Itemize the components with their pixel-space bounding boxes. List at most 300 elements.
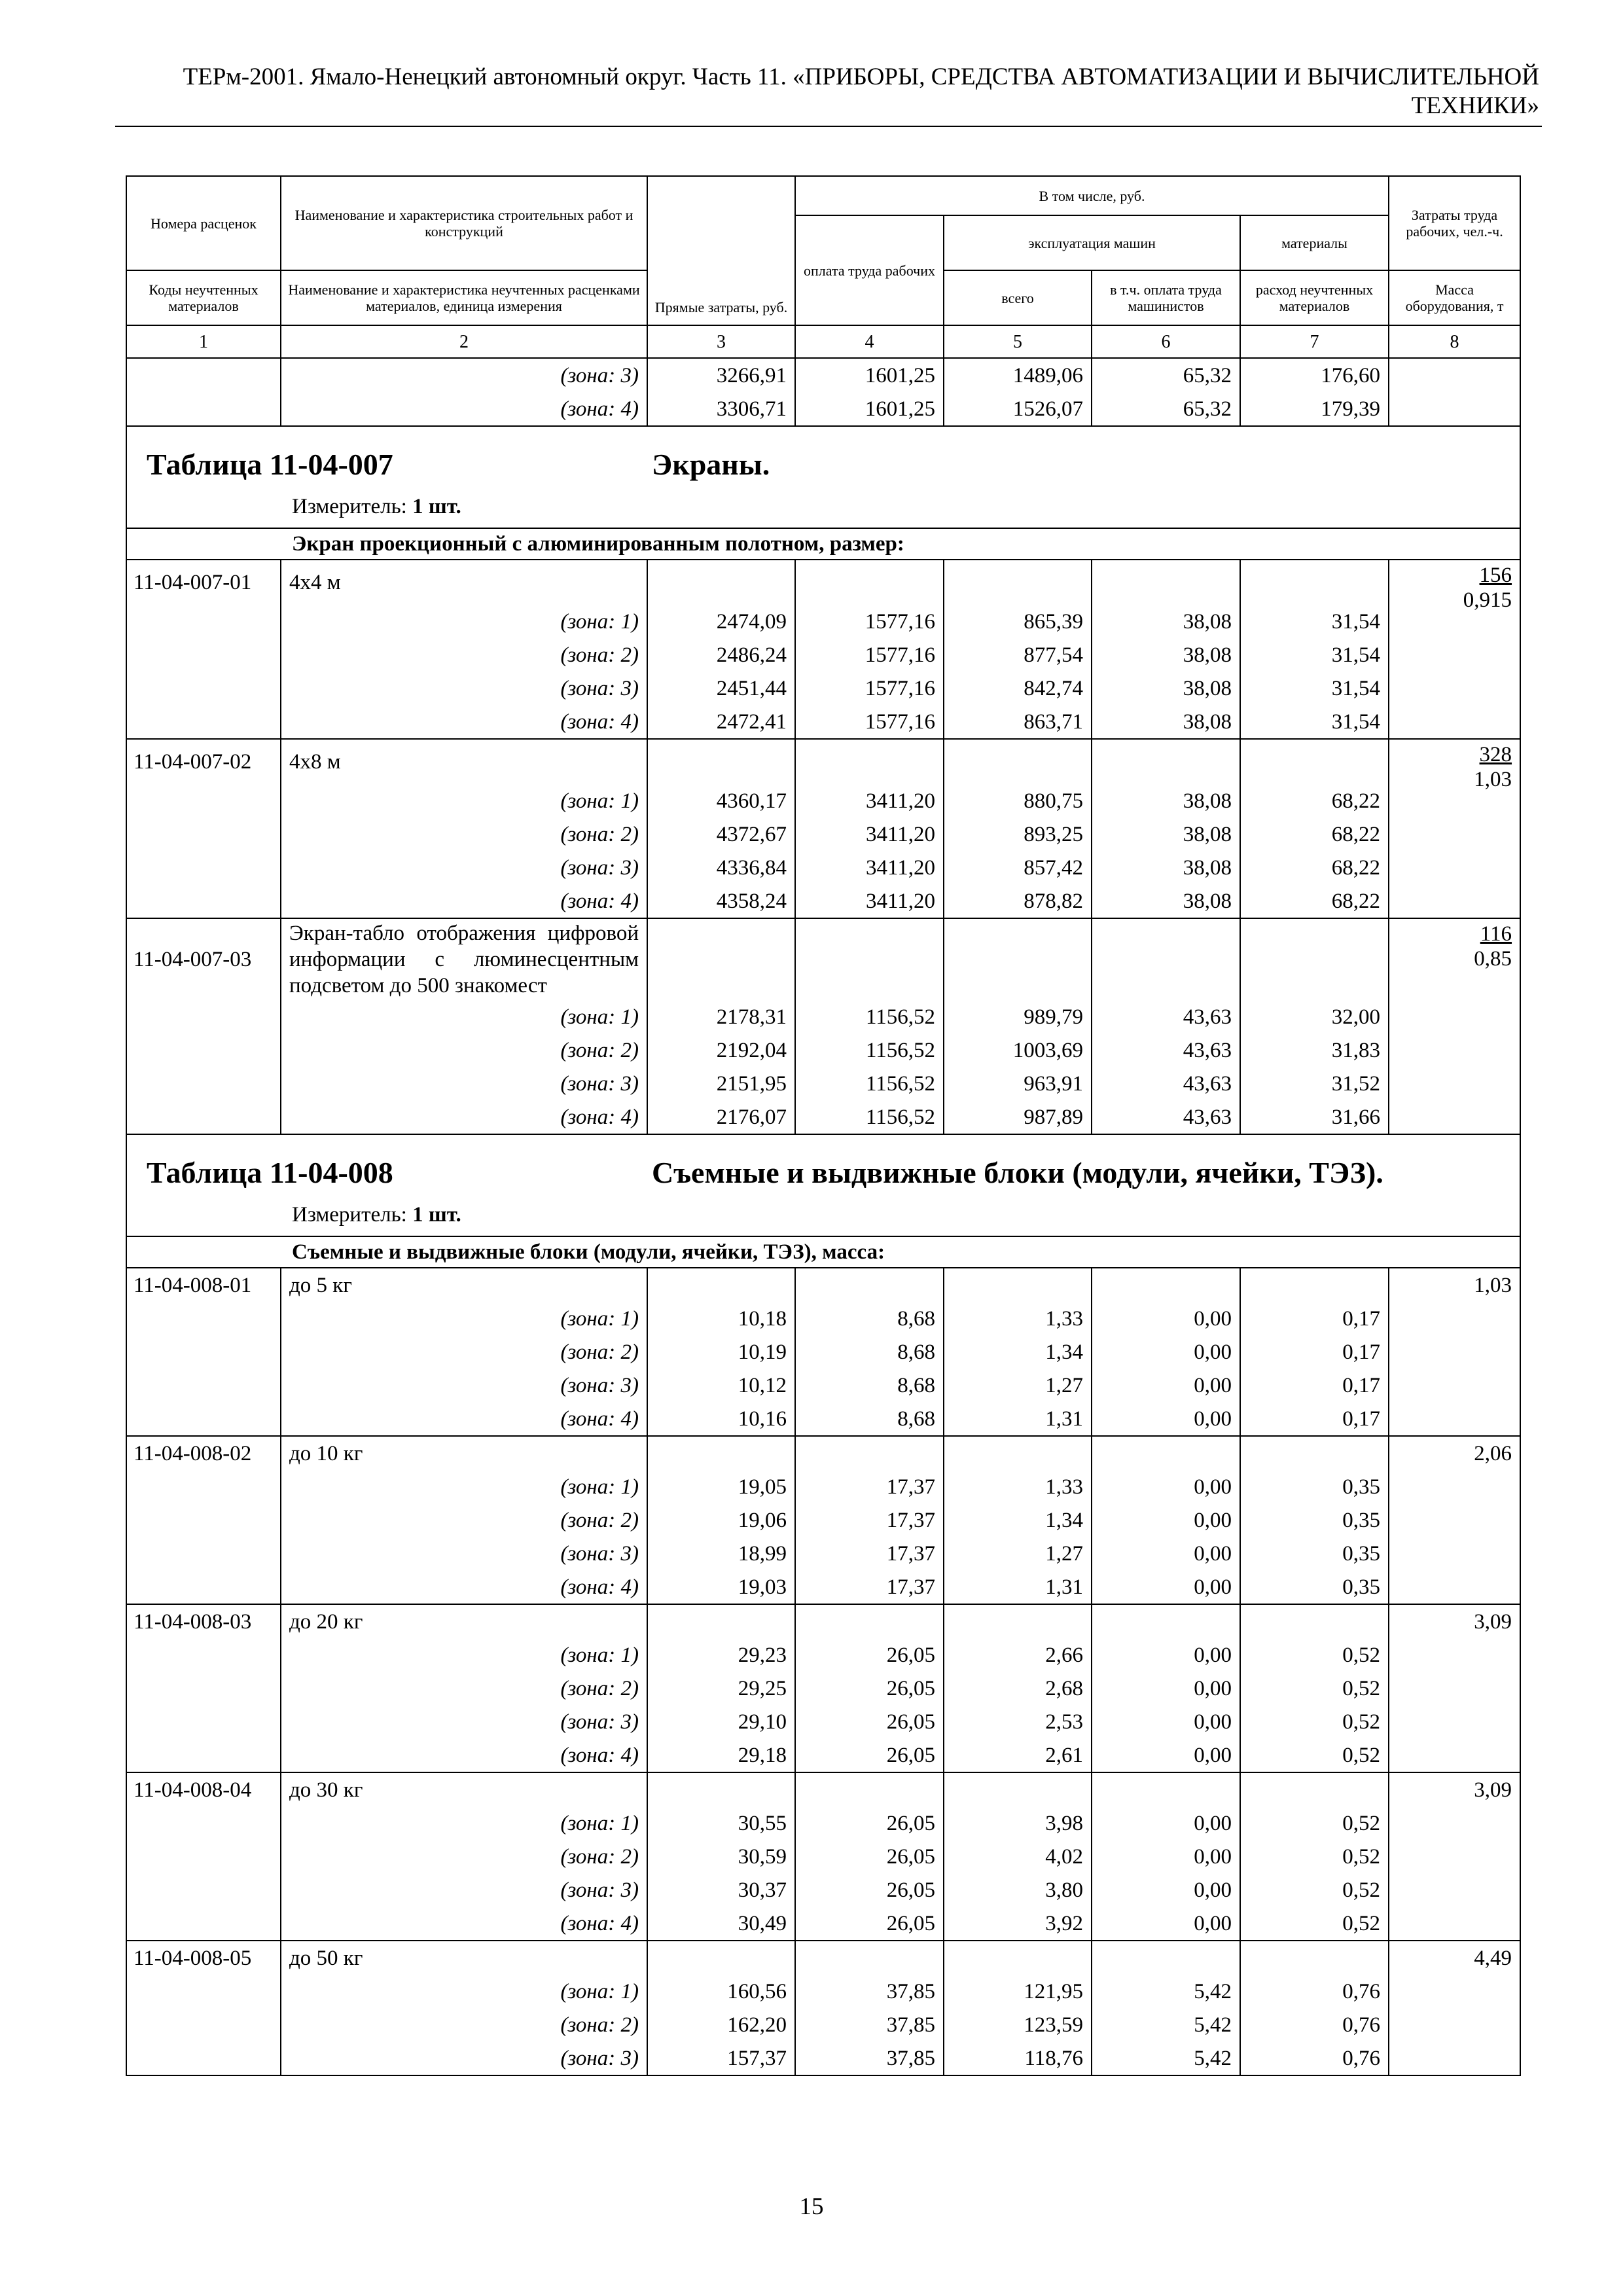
zone-row (126, 1302, 1520, 1335)
zone-label: (зона: 3) (281, 1873, 647, 1907)
labor-cost-value: 0,17 (1240, 1335, 1389, 1369)
zone-row (126, 817, 1520, 851)
labor-cost-value: 0,35 (1240, 1470, 1389, 1503)
empty-cell (126, 2041, 281, 2075)
empty-cell (1389, 1537, 1520, 1570)
empty-cell (126, 1840, 281, 1873)
empty-cell (647, 560, 795, 605)
table-number: Таблица 11-04-007 (147, 448, 393, 481)
empty-cell (1389, 1302, 1520, 1335)
table-number: Таблица 11-04-008 (147, 1156, 393, 1189)
labor-cost-total: 328 (1479, 743, 1512, 766)
labor-pay-value: 1601,25 (795, 358, 944, 392)
labor-cost-value: 32,00 (1240, 1000, 1389, 1033)
column-number: 5 (944, 325, 1092, 358)
direct-costs-value: 157,37 (647, 2041, 795, 2075)
rate-description: 4х8 м (281, 739, 647, 784)
zone-label: (зона: 4) (281, 392, 647, 426)
empty-cell (126, 1335, 281, 1369)
rate-code: 11-04-008-04 (126, 1772, 281, 1806)
empty-cell (795, 739, 944, 784)
table-title (127, 427, 1520, 525)
labor-cost-value: 0,35 (1240, 1570, 1389, 1604)
empty-cell (1389, 1806, 1520, 1840)
machines-total-value: 865,39 (944, 605, 1092, 638)
empty-cell (795, 560, 944, 605)
empty-cell (1240, 1436, 1389, 1470)
labor-pay-value: 37,85 (795, 2041, 944, 2075)
labor-cost-value: 0,35 (1240, 1537, 1389, 1570)
labor-cost-value: 0,52 (1240, 1705, 1389, 1738)
empty-cell (126, 1100, 281, 1134)
machines-labor-value: 0,00 (1092, 1503, 1240, 1537)
machines-labor-value: 0,00 (1092, 1907, 1240, 1941)
labor-cost-value: 0,52 (1240, 1840, 1389, 1873)
direct-costs-value: 4358,24 (647, 884, 795, 918)
empty-cell (126, 884, 281, 918)
header-direct-costs: Прямые затраты, руб. (647, 176, 795, 325)
direct-costs-value: 30,55 (647, 1806, 795, 1840)
empty-cell (1389, 1503, 1520, 1537)
empty-cell (1389, 2008, 1520, 2041)
machines-labor-value: 0,00 (1092, 1806, 1240, 1840)
zone-row (126, 1705, 1520, 1738)
labor-cost-value: 68,22 (1240, 784, 1389, 817)
empty-cell (944, 918, 1092, 1000)
labor-cost-value: 0,52 (1240, 1672, 1389, 1705)
rate-item-row (126, 1941, 1520, 1975)
table-name: Съемные и выдвижные блоки (модули, ячейки, ТЭЗ). (652, 1156, 1383, 1189)
labor-cost-value: 0,52 (1240, 1907, 1389, 1941)
table-header (126, 176, 1520, 358)
empty-cell (647, 1772, 795, 1806)
empty-cell (647, 1941, 795, 1975)
empty-cell (1389, 1672, 1520, 1705)
empty-cell (126, 1907, 281, 1941)
direct-costs-value: 30,49 (647, 1907, 795, 1941)
direct-costs-value: 4360,17 (647, 784, 795, 817)
labor-cost-value: 0,17 (1240, 1302, 1389, 1335)
rate-description: 4х4 м (281, 560, 647, 605)
labor-pay-value: 26,05 (795, 1840, 944, 1873)
equipment-mass-value: 1,03 (1474, 768, 1512, 791)
zone-label: (зона: 2) (281, 1335, 647, 1369)
empty-cell (1092, 1941, 1240, 1975)
machines-labor-value: 43,63 (1092, 1067, 1240, 1100)
table-title-row (126, 426, 1520, 528)
zone-label: (зона: 2) (281, 638, 647, 672)
direct-costs-value: 29,25 (647, 1672, 795, 1705)
machines-total-value: 4,02 (944, 1840, 1092, 1873)
empty-cell (126, 638, 281, 672)
measure (292, 1202, 461, 1228)
empty-cell (944, 1941, 1092, 1975)
labor-pay-value: 17,37 (795, 1503, 944, 1537)
machines-total-value: 2,61 (944, 1738, 1092, 1772)
empty-cell (126, 2008, 281, 2041)
rate-code: 11-04-007-02 (126, 739, 281, 784)
section-row (126, 528, 1520, 560)
empty-cell (1389, 1335, 1520, 1369)
zone-row (126, 672, 1520, 705)
machines-total-value: 963,91 (944, 1067, 1092, 1100)
zone-row (126, 605, 1520, 638)
empty-cell (1092, 1436, 1240, 1470)
empty-cell (647, 1436, 795, 1470)
labor-cost-value: 31,66 (1240, 1100, 1389, 1134)
machines-labor-value: 0,00 (1092, 1738, 1240, 1772)
empty-cell (1092, 1772, 1240, 1806)
direct-costs-value: 2472,41 (647, 705, 795, 739)
labor-cost-value: 68,22 (1240, 817, 1389, 851)
labor-pay-value: 1577,16 (795, 705, 944, 739)
zone-label: (зона: 1) (281, 1806, 647, 1840)
equipment-mass-value: 0,85 (1474, 947, 1512, 971)
column-number: 1 (126, 325, 281, 358)
zone-row (126, 1840, 1520, 1873)
labor-cost-value: 68,22 (1240, 851, 1389, 884)
column-number: 6 (1092, 325, 1240, 358)
zone-label: (зона: 2) (281, 1033, 647, 1067)
labor-pay-value: 26,05 (795, 1738, 944, 1772)
zone-row (126, 1369, 1520, 1402)
direct-costs-value: 10,19 (647, 1335, 795, 1369)
direct-costs-value: 10,16 (647, 1402, 795, 1436)
machines-labor-value: 5,42 (1092, 1975, 1240, 2008)
measure-value: 1 шт. (412, 495, 461, 518)
labor-pay-value: 8,68 (795, 1402, 944, 1436)
empty-cell (1389, 1907, 1520, 1941)
rates-table (126, 175, 1521, 2076)
rate-code: 11-04-007-01 (126, 560, 281, 605)
empty-cell (126, 1302, 281, 1335)
zone-row (126, 1975, 1520, 2008)
labor-pay-value: 26,05 (795, 1705, 944, 1738)
zone-label: (зона: 4) (281, 1100, 647, 1134)
zone-row (126, 1672, 1520, 1705)
header-code-bottom: Коды неучтенных материалов (126, 270, 281, 325)
labor-pay-value: 8,68 (795, 1335, 944, 1369)
table-title (127, 1135, 1520, 1233)
direct-costs-value: 30,37 (647, 1873, 795, 1907)
direct-costs-value: 162,20 (647, 2008, 795, 2041)
labor-pay-value: 1601,25 (795, 392, 944, 426)
machines-total-value: 3,92 (944, 1907, 1092, 1941)
direct-costs-value: 10,12 (647, 1369, 795, 1402)
empty-cell (1389, 392, 1520, 426)
header-name-top: Наименование и характеристика строительных работ и конструкций (281, 176, 647, 270)
rate-item-row (126, 1268, 1520, 1302)
empty-cell (1240, 560, 1389, 605)
header-machines-labor: в т.ч. оплата труда машинистов (1092, 270, 1240, 325)
rate-item-row (126, 739, 1520, 784)
zone-row (126, 884, 1520, 918)
machines-total-value: 987,89 (944, 1100, 1092, 1134)
labor-cost-value: 0,52 (1240, 1873, 1389, 1907)
measure-label: Измеритель: (292, 1203, 407, 1227)
labor-cost-value: 31,54 (1240, 638, 1389, 672)
empty-cell (126, 1000, 281, 1033)
rate-description: до 50 кг (281, 1941, 647, 1975)
column-number: 7 (1240, 325, 1389, 358)
rate-item-row (126, 1604, 1520, 1638)
empty-cell (126, 1570, 281, 1604)
rate-item-row (126, 918, 1520, 1000)
rate-code: 11-04-008-02 (126, 1436, 281, 1470)
empty-cell (126, 1067, 281, 1100)
machines-labor-value: 0,00 (1092, 1840, 1240, 1873)
direct-costs-value: 29,10 (647, 1705, 795, 1738)
machines-total-value: 3,98 (944, 1806, 1092, 1840)
labor-pay-value: 1156,52 (795, 1067, 944, 1100)
labor-mass-fraction (1474, 742, 1512, 792)
labor-pay-value: 17,37 (795, 1570, 944, 1604)
machines-total-value: 2,53 (944, 1705, 1092, 1738)
machines-total-value: 123,59 (944, 2008, 1092, 2041)
table-title-cell (126, 426, 1520, 528)
labor-cost-value: 0,17 (1240, 1369, 1389, 1402)
header-column-numbers (126, 325, 1520, 358)
zone-label: (зона: 2) (281, 1840, 647, 1873)
rate-item-row (126, 1772, 1520, 1806)
labor-cost-value: 31,54 (1240, 705, 1389, 739)
zone-row (126, 2008, 1520, 2041)
machines-total-value: 989,79 (944, 1000, 1092, 1033)
labor-cost-value: 0,17 (1240, 1402, 1389, 1436)
equipment-mass-cell (1389, 560, 1520, 739)
direct-costs-value: 3306,71 (647, 392, 795, 426)
zone-label: (зона: 4) (281, 1907, 647, 1941)
labor-pay-value: 1156,52 (795, 1000, 944, 1033)
empty-cell (1240, 1941, 1389, 1975)
zone-label: (зона: 4) (281, 1570, 647, 1604)
zone-label: (зона: 3) (281, 851, 647, 884)
direct-costs-value: 2151,95 (647, 1067, 795, 1100)
labor-pay-value: 26,05 (795, 1638, 944, 1672)
direct-costs-value: 19,06 (647, 1503, 795, 1537)
zone-row (126, 1638, 1520, 1672)
direct-costs-value: 29,23 (647, 1638, 795, 1672)
empty-cell (126, 358, 281, 392)
rate-code: 11-04-008-03 (126, 1604, 281, 1638)
header-labor-cost: Затраты труда рабочих, чел.-ч. (1389, 176, 1520, 270)
zone-label: (зона: 2) (281, 817, 647, 851)
equipment-mass-cell (1389, 918, 1520, 1134)
zone-label: (зона: 2) (281, 1672, 647, 1705)
labor-cost-value: 31,52 (1240, 1067, 1389, 1100)
direct-costs-value: 160,56 (647, 1975, 795, 2008)
labor-pay-value: 8,68 (795, 1369, 944, 1402)
empty-cell (647, 1268, 795, 1302)
direct-costs-value: 2192,04 (647, 1033, 795, 1067)
empty-cell (1389, 1975, 1520, 2008)
empty-cell (126, 605, 281, 638)
zone-row (126, 358, 1520, 392)
machines-labor-value: 0,00 (1092, 1335, 1240, 1369)
zone-label: (зона: 3) (281, 1705, 647, 1738)
zone-label: (зона: 2) (281, 2008, 647, 2041)
empty-cell (126, 1402, 281, 1436)
labor-pay-value: 17,37 (795, 1537, 944, 1570)
machines-total-value: 880,75 (944, 784, 1092, 817)
direct-costs-value: 18,99 (647, 1537, 795, 1570)
zone-row (126, 392, 1520, 426)
labor-pay-value: 26,05 (795, 1873, 944, 1907)
direct-costs-value: 2176,07 (647, 1100, 795, 1134)
empty-cell (126, 1806, 281, 1840)
empty-cell (1092, 739, 1240, 784)
zone-label: (зона: 4) (281, 1738, 647, 1772)
labor-pay-value: 37,85 (795, 1975, 944, 2008)
zone-label: (зона: 1) (281, 784, 647, 817)
empty-cell (126, 1369, 281, 1402)
header-labor-pay: оплата труда рабочих (795, 215, 944, 325)
machines-total-value: 3,80 (944, 1873, 1092, 1907)
zone-row (126, 1470, 1520, 1503)
labor-cost-value: 31,54 (1240, 605, 1389, 638)
labor-pay-value: 3411,20 (795, 851, 944, 884)
machines-labor-value: 43,63 (1092, 1033, 1240, 1067)
machines-labor-value: 0,00 (1092, 1672, 1240, 1705)
table-title-cell (126, 1134, 1520, 1236)
machines-labor-value: 0,00 (1092, 1470, 1240, 1503)
zone-label: (зона: 1) (281, 1638, 647, 1672)
measure-value: 1 шт. (412, 1203, 461, 1227)
zone-row (126, 1335, 1520, 1369)
rate-description: Экран-табло отображения цифровой информации с люминесцентным подсветом до 500 знакомест (281, 918, 647, 1000)
machines-labor-value: 43,63 (1092, 1100, 1240, 1134)
empty-cell (1389, 1873, 1520, 1907)
machines-labor-value: 0,00 (1092, 1638, 1240, 1672)
empty-cell (1092, 1268, 1240, 1302)
labor-cost-value: 68,22 (1240, 884, 1389, 918)
zone-label: (зона: 1) (281, 1000, 647, 1033)
direct-costs-value: 10,18 (647, 1302, 795, 1335)
machines-labor-value: 38,08 (1092, 851, 1240, 884)
machines-labor-value: 65,32 (1092, 392, 1240, 426)
zone-row (126, 1033, 1520, 1067)
machines-total-value: 1,34 (944, 1503, 1092, 1537)
machines-total-value: 877,54 (944, 638, 1092, 672)
empty-cell (1389, 1470, 1520, 1503)
machines-labor-value: 38,08 (1092, 638, 1240, 672)
header-line-2: ТЕХНИКИ» (1411, 92, 1539, 119)
empty-cell (647, 918, 795, 1000)
header-materials: материалы (1240, 215, 1389, 270)
empty-cell (126, 1537, 281, 1570)
equipment-mass-value: 1,03 (1389, 1268, 1520, 1302)
empty-cell (1389, 1369, 1520, 1402)
zone-row (126, 784, 1520, 817)
machines-labor-value: 5,42 (1092, 2041, 1240, 2075)
machines-labor-value: 65,32 (1092, 358, 1240, 392)
header-machines: эксплуатация машин (944, 215, 1240, 270)
empty-cell (126, 392, 281, 426)
labor-cost-value: 0,52 (1240, 1738, 1389, 1772)
rate-code: 11-04-008-05 (126, 1941, 281, 1975)
machines-labor-value: 0,00 (1092, 1705, 1240, 1738)
zone-row (126, 705, 1520, 739)
labor-pay-value: 1577,16 (795, 605, 944, 638)
empty-cell (1389, 1570, 1520, 1604)
rate-description: до 20 кг (281, 1604, 647, 1638)
labor-pay-value: 8,68 (795, 1302, 944, 1335)
empty-cell (126, 1873, 281, 1907)
empty-cell (647, 1604, 795, 1638)
labor-cost-value: 0,35 (1240, 1503, 1389, 1537)
labor-cost-value: 0,76 (1240, 1975, 1389, 2008)
header-code-top: Номера расценок (126, 176, 281, 270)
empty-cell (126, 1033, 281, 1067)
zone-row (126, 1067, 1520, 1100)
empty-cell (944, 1268, 1092, 1302)
labor-cost-value: 0,76 (1240, 2041, 1389, 2075)
labor-pay-value: 3411,20 (795, 884, 944, 918)
empty-cell (1240, 1268, 1389, 1302)
machines-total-value: 857,42 (944, 851, 1092, 884)
empty-cell (944, 560, 1092, 605)
labor-cost-value: 179,39 (1240, 392, 1389, 426)
zone-row (126, 1873, 1520, 1907)
zone-row (126, 638, 1520, 672)
labor-pay-value: 1577,16 (795, 672, 944, 705)
zone-label: (зона: 4) (281, 1402, 647, 1436)
zone-row (126, 1402, 1520, 1436)
equipment-mass-value: 3,09 (1389, 1772, 1520, 1806)
direct-costs-value: 19,05 (647, 1470, 795, 1503)
empty-cell (126, 1503, 281, 1537)
machines-labor-value: 38,08 (1092, 672, 1240, 705)
header-name-bottom: Наименование и характеристика неучтенных расценками материалов, единица измерения (281, 270, 647, 325)
zone-row (126, 1738, 1520, 1772)
machines-labor-value: 5,42 (1092, 2008, 1240, 2041)
machines-total-value: 1,33 (944, 1302, 1092, 1335)
zone-label: (зона: 3) (281, 1067, 647, 1100)
column-number: 2 (281, 325, 647, 358)
section-cell (126, 1236, 1520, 1268)
labor-pay-value: 1577,16 (795, 638, 944, 672)
empty-cell (1092, 918, 1240, 1000)
empty-cell (1389, 358, 1520, 392)
zone-row (126, 1570, 1520, 1604)
zone-row (126, 1537, 1520, 1570)
direct-costs-value: 2178,31 (647, 1000, 795, 1033)
section-title: Съемные и выдвижные блоки (модули, ячейки, ТЭЗ), масса: (292, 1240, 885, 1264)
zone-label: (зона: 4) (281, 884, 647, 918)
measure (292, 493, 461, 520)
machines-total-value: 118,76 (944, 2041, 1092, 2075)
equipment-mass-value: 0,915 (1463, 588, 1512, 612)
direct-costs-value: 30,59 (647, 1840, 795, 1873)
labor-cost-value: 31,83 (1240, 1033, 1389, 1067)
zone-label: (зона: 4) (281, 705, 647, 739)
zone-label: (зона: 3) (281, 358, 647, 392)
empty-cell (126, 705, 281, 739)
rate-item-row (126, 560, 1520, 605)
machines-total-value: 1489,06 (944, 358, 1092, 392)
empty-cell (795, 1772, 944, 1806)
empty-cell (944, 1436, 1092, 1470)
section-row (126, 1236, 1520, 1268)
rate-code: 11-04-008-01 (126, 1268, 281, 1302)
labor-cost-total: 116 (1480, 922, 1512, 946)
machines-labor-value: 0,00 (1092, 1570, 1240, 1604)
zone-label: (зона: 1) (281, 1975, 647, 2008)
zone-row (126, 1907, 1520, 1941)
machines-total-value: 842,74 (944, 672, 1092, 705)
header-machines-total: всего (944, 270, 1092, 325)
labor-pay-value: 26,05 (795, 1907, 944, 1941)
